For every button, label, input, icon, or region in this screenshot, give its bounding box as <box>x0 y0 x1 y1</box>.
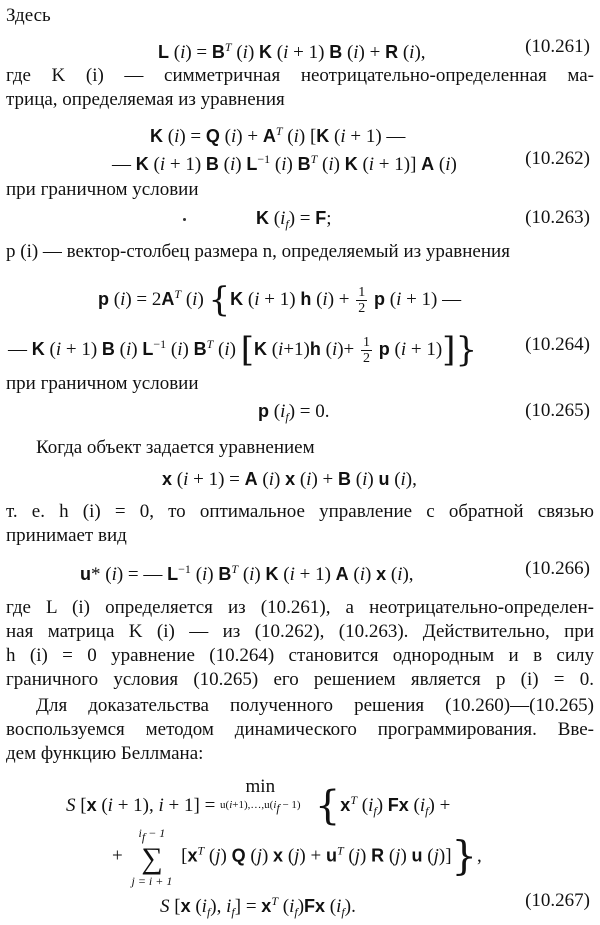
equation-object-dynamics: x (i + 1) = A (i) x (i) + B (i) u (i), <box>162 469 417 490</box>
paragraph-K-definition-line2: трица, определяемая из уравнения <box>6 89 285 110</box>
paragraph-explanation-line4: граничного условия (10.265) его решением является p (i) = 0. <box>6 669 594 690</box>
equation-10-262-line2: — K (i + 1) B (i) $L^{-1}$ (i) $B^T$ (i) K (i + 1)] A (i) <box>112 152 457 175</box>
equation-10-261: L $(i) = B^T$ (i) K (i + 1) B (i) + R (i), <box>158 40 426 63</box>
paragraph-p-definition: p (i) — вектор-столбец размера n, определяемый из уравнения <box>6 241 510 262</box>
paragraph-feedback-line1: т. е. h (i) = 0, то оптимальное управление с обратной связью <box>6 501 594 522</box>
equation-10-264-line2: — K (i + 1) B (i) $L^{-1}$ (i) $B^T$ (i) [K (i+1)h (i)+ $\frac{1}{2}$ p (i + 1)]} <box>8 330 478 370</box>
paragraph-K-definition-line1: где K (i) — симметричная неотрицательно-определенная ма- <box>6 65 594 86</box>
equation-10-267-line3: S [x $(i_f)$, $i_f] = x^T$ $(i_f)Fx$ $(i_f)$. <box>160 894 356 919</box>
paragraph-explanation-line1: где L (i) определяется из (10.261), а неотрицательно-определен- <box>6 597 594 618</box>
paragraph-explanation-line2: ная матрица K (i) — из (10.262), (10.263). Действительно, при <box>6 621 594 642</box>
scan-speck <box>183 218 186 221</box>
equation-10-267-line2: + $i_f - 1$ ∑ j = i + 1 [$x^T$ (j) Q (j) x $(j) + u^T$ (j) R (j) u (j)]}, <box>112 826 482 888</box>
equation-10-267-line1: S [x (i + 1), i + 1] = min $u(i+1),\dots,u(i_f - 1)$ {$x^T$ $(i_f)$ Fx $(i_f)$ + <box>66 776 451 829</box>
eq-number-261: (10.261) <box>525 36 590 57</box>
equation-10-264-line1: p $(i) = 2A^T$ (i) {K (i + 1) h (i) + $\frac{1}{2}$ p (i + 1) — <box>98 280 462 320</box>
paragraph-proof-line1: Для доказательства полученного решения (10.260)—(10.265) <box>36 695 594 716</box>
paragraph-boundary-2: при граничном условии <box>6 373 199 394</box>
paragraph-boundary-1: при граничном условии <box>6 179 199 200</box>
equation-10-265: p $(i_f) = 0$. <box>258 401 330 424</box>
paragraph-proof-line2: воспользуемся методом динамического программирования. Вве- <box>6 719 594 740</box>
eq-number-262: (10.262) <box>525 148 590 169</box>
eq-number-263: (10.263) <box>525 207 590 228</box>
paragraph-explanation-line3: h (i) = 0 уравнение (10.264) становится однородным и в силу <box>6 645 594 666</box>
eq-number-264: (10.264) <box>525 334 590 355</box>
eq-number-267: (10.267) <box>525 890 590 911</box>
equation-10-266: u* (i) = — $L^{-1}$ (i) $B^T$ (i) K (i + 1) A (i) x (i), <box>80 562 414 585</box>
paragraph-zdes: Здесь <box>6 5 51 26</box>
paragraph-proof-line3: дем функцию Беллмана: <box>6 743 204 764</box>
equation-10-262-line1: K (i) = Q $(i) + A^T$ (i) [K (i + 1) — <box>150 124 406 147</box>
equation-10-263: K $(i_f) = F$; <box>256 208 332 231</box>
eq-number-265: (10.265) <box>525 400 590 421</box>
eq-number-266: (10.266) <box>525 558 590 579</box>
paragraph-object-equation: Когда объект задается уравнением <box>36 437 315 458</box>
paragraph-feedback-line2: принимает вид <box>6 525 127 546</box>
